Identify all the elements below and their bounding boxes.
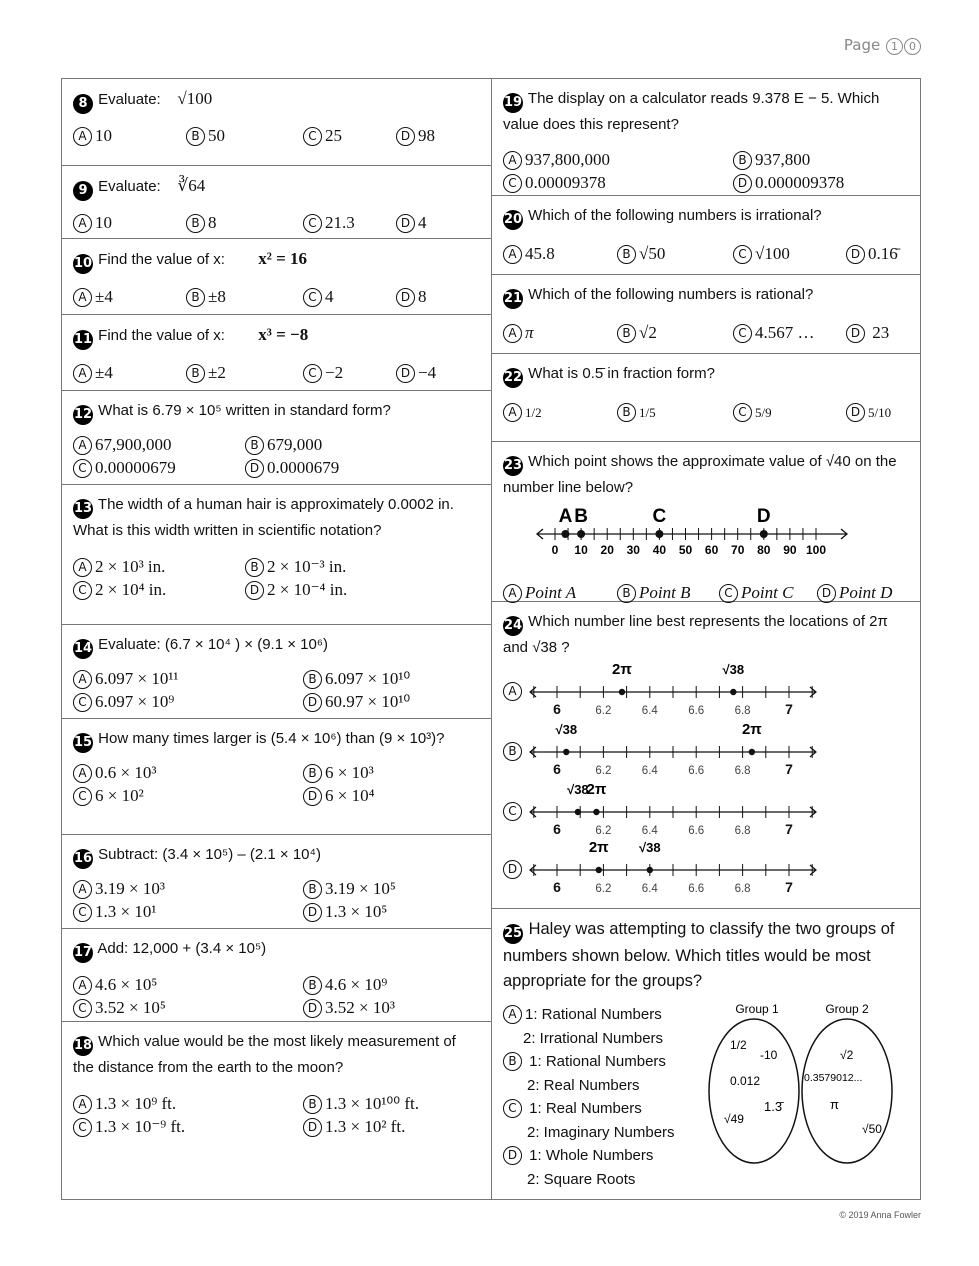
option-text: 25: [325, 126, 342, 145]
option-letter[interactable]: B: [503, 1052, 522, 1071]
group-1-ellipse: [709, 1019, 799, 1163]
question-prompt: The display on a calculator reads 9.378 E − 5. Which value does this represent?: [503, 90, 880, 133]
question-expression: √100: [177, 89, 213, 108]
question-20: [492, 196, 920, 275]
tick-label: 6.4: [641, 705, 658, 717]
option-letter[interactable]: D: [303, 903, 322, 922]
sqrt38-label: √38: [722, 662, 745, 677]
option-text: 2 × 10⁻³ in.: [267, 557, 347, 576]
option-text: Point B: [639, 583, 691, 602]
question-expression: x² = 16: [258, 249, 308, 268]
option-text: 6 × 10³: [325, 763, 374, 782]
point-dot: [561, 530, 569, 538]
tick-label: 6.2: [595, 765, 612, 777]
option-text: 1.3 × 10¹: [95, 902, 157, 921]
tick-label: 6: [553, 879, 561, 895]
option-text: −4: [418, 363, 437, 382]
question-number: 19: [503, 93, 523, 113]
question-18: [62, 1022, 491, 1200]
two-pi-dot: [749, 749, 755, 755]
sqrt38-label: √38: [567, 782, 589, 797]
point-label: D: [756, 508, 771, 527]
left-column: [62, 79, 492, 1199]
option-letter[interactable]: B: [617, 403, 636, 422]
option-letter[interactable]: D: [846, 245, 865, 264]
question-number: 18: [73, 1036, 93, 1056]
two-pi-label: 2π: [586, 781, 607, 798]
option-text: 10: [95, 213, 112, 232]
question-number: 8: [73, 94, 93, 114]
option-letter[interactable]: C: [719, 584, 738, 603]
option-letter[interactable]: C: [73, 787, 92, 806]
option-letter[interactable]: D: [503, 860, 522, 879]
question-13: [62, 485, 491, 625]
question-prompt: How many times larger is (5.4 × 10⁶) than (9 × 10³)?: [98, 730, 445, 747]
option-text: ±2: [208, 363, 226, 382]
question-22: [492, 354, 920, 442]
option-letter[interactable]: B: [617, 584, 636, 603]
option-letter[interactable]: C: [303, 127, 322, 146]
tick-label: 6.8: [734, 705, 751, 717]
option-text: 23: [872, 323, 890, 342]
option-letter[interactable]: C: [303, 364, 322, 383]
option-letter[interactable]: D: [503, 1146, 522, 1165]
option-text: 1.3 × 10⁹ ft.: [95, 1094, 177, 1113]
option-text: 937,800,000: [525, 150, 610, 169]
option-letter[interactable]: D: [245, 581, 264, 600]
two-pi-dot: [619, 689, 625, 695]
option-letter[interactable]: A: [503, 245, 522, 264]
tick-label: 7: [785, 761, 793, 777]
tick-label: 6.4: [641, 883, 658, 895]
tick-label: 6.6: [688, 705, 705, 717]
two-pi-label: 2π: [741, 721, 762, 738]
option-letter[interactable]: C: [503, 802, 522, 821]
option-letter[interactable]: C: [503, 174, 522, 193]
question-number: 23: [503, 456, 523, 476]
option-text: 1.3 × 10⁵: [325, 902, 388, 921]
option-letter[interactable]: A: [73, 288, 92, 307]
option-letter[interactable]: B: [186, 127, 205, 146]
number-line: [527, 838, 827, 896]
option-text: 2: Real Numbers: [527, 1076, 640, 1094]
option-letter[interactable]: C: [733, 403, 752, 422]
question-16: [62, 835, 491, 929]
option-text: 8: [418, 287, 427, 306]
option-text: 21.3: [325, 213, 355, 232]
option-text: √2: [639, 323, 657, 342]
option-text: 6.097 × 10⁹: [95, 692, 175, 711]
question-number: 16: [73, 849, 93, 869]
number-line-options: [492, 660, 920, 900]
option-letter[interactable]: B: [303, 764, 322, 783]
option-text: 1: Rational Numbers: [529, 1053, 666, 1070]
sqrt38-dot: [563, 749, 569, 755]
option-text: 6 × 10²: [95, 786, 144, 805]
option-letter[interactable]: B: [303, 1095, 322, 1114]
option-letter[interactable]: A: [503, 682, 522, 701]
option-text: 67,900,000: [95, 435, 172, 454]
question-24: [492, 602, 920, 909]
tick-label: 6: [553, 821, 561, 837]
option-letter[interactable]: C: [303, 214, 322, 233]
question-number: 20: [503, 210, 523, 230]
question-number: 21: [503, 289, 523, 309]
option-letter[interactable]: C: [733, 324, 752, 343]
option-letter[interactable]: D: [396, 288, 415, 307]
option-text: 3.52 × 10³: [325, 998, 395, 1017]
option-letter[interactable]: D: [817, 584, 836, 603]
option-letter[interactable]: C: [303, 288, 322, 307]
question-prompt: Subtract: (3.4 × 10⁵) – (2.1 × 10⁴): [98, 846, 321, 863]
question-25: [492, 909, 920, 1200]
number-line-option-c: [503, 780, 913, 838]
option-letter[interactable]: D: [303, 693, 322, 712]
option-letter[interactable]: B: [245, 558, 264, 577]
sqrt38-dot: [730, 689, 736, 695]
option-letter[interactable]: C: [73, 459, 92, 478]
group-2-item: 0.3579012...: [804, 1072, 863, 1084]
number-line: [527, 660, 827, 718]
option-text: 5/9: [755, 405, 772, 420]
option-text: 6.097 × 10¹⁰: [325, 669, 411, 688]
question-prompt: What is 6.79 × 10⁵ written in standard form?: [98, 402, 391, 419]
option-text: 1.3 × 10⁻⁹ ft.: [95, 1117, 186, 1136]
question-19: [492, 79, 920, 196]
option-letter[interactable]: C: [73, 1118, 92, 1137]
question-number: 15: [73, 733, 93, 753]
option-text: −2: [325, 363, 344, 382]
question-number: 10: [73, 254, 93, 274]
option-text: 1/5: [639, 405, 656, 420]
option-text: √100: [755, 244, 790, 263]
option-letter[interactable]: A: [73, 364, 92, 383]
tick-label: 6.2: [595, 825, 612, 837]
option-letter[interactable]: D: [396, 127, 415, 146]
option-letter[interactable]: D: [303, 787, 322, 806]
point-dot: [655, 530, 663, 538]
option-letter[interactable]: A: [503, 584, 522, 603]
question-prompt: Evaluate:: [98, 178, 161, 195]
question-prompt: Find the value of x:: [98, 251, 225, 268]
page-digit: 0: [904, 38, 921, 55]
group-1-item: 1.3̄: [764, 1099, 783, 1114]
option-letter[interactable]: A: [73, 558, 92, 577]
option-letter[interactable]: D: [245, 459, 264, 478]
option-text: 3.52 × 10⁵: [95, 998, 166, 1017]
option-letter[interactable]: D: [846, 403, 865, 422]
question-prompt: What is 0.5̄ in fraction form?: [528, 365, 715, 382]
option-text: ±8: [208, 287, 226, 306]
tick-label: 7: [785, 821, 793, 837]
option-letter[interactable]: B: [303, 976, 322, 995]
option-text: 0.00000679: [95, 458, 176, 477]
group-diagram: [702, 999, 912, 1179]
option-letter[interactable]: B: [186, 364, 205, 383]
question-21: [492, 275, 920, 354]
option-text: 60.97 × 10¹⁰: [325, 692, 411, 711]
option-text: 4.6 × 10⁹: [325, 975, 388, 994]
question-prompt: Which value would be the most likely measurement of the distance from the earth to the moon?: [73, 1033, 456, 1076]
two-pi-label: 2π: [588, 839, 609, 856]
option-letter[interactable]: A: [73, 764, 92, 783]
tick-label: 6.4: [641, 765, 658, 777]
option-text: 2: Imaginary Numbers: [527, 1123, 675, 1141]
option-text: ±4: [95, 287, 113, 306]
option-letter[interactable]: C: [73, 693, 92, 712]
question-11: [62, 315, 491, 391]
option-text: 3.19 × 10⁵: [325, 879, 396, 898]
sqrt38-dot: [575, 809, 581, 815]
option-letter[interactable]: B: [617, 324, 636, 343]
tick-label: 7: [785, 879, 793, 895]
question-expression: ∛64: [177, 176, 206, 195]
group-2-ellipse: [802, 1019, 892, 1163]
question-10: [62, 239, 491, 315]
tick-label: 6.6: [688, 765, 705, 777]
option-text: 10: [95, 126, 112, 145]
question-15: [62, 719, 491, 835]
option-text: 2: Irrational Numbers: [523, 1029, 664, 1047]
question-number: 17: [73, 943, 93, 963]
option-text: ±4: [95, 363, 113, 382]
option-letter[interactable]: A: [73, 976, 92, 995]
option-text: 679,000: [267, 435, 323, 454]
tick-label: 10: [574, 543, 588, 557]
option-text: 4.6 × 10⁵: [95, 975, 158, 994]
option-text: 3.19 × 10³: [95, 879, 165, 898]
option-text: 2 × 10³ in.: [95, 557, 166, 576]
option-text: 45.8: [525, 244, 555, 263]
option-text: 4: [325, 287, 334, 306]
option-text: 50: [208, 126, 225, 145]
two-pi-dot: [593, 809, 599, 815]
option-letter[interactable]: A: [503, 324, 522, 343]
option-letter[interactable]: A: [73, 214, 92, 233]
tick-label: 6.8: [734, 883, 751, 895]
option-text: 2: Square Roots: [527, 1170, 636, 1188]
point-label: A: [558, 508, 573, 527]
tick-label: 7: [785, 701, 793, 717]
tick-label: 6.8: [734, 825, 751, 837]
option-letter[interactable]: A: [503, 151, 522, 170]
option-text: 4: [418, 213, 427, 232]
option-text: 1: Whole Numbers: [529, 1147, 654, 1164]
question-prompt: Which number line best represents the locations of 2π and √38 ?: [503, 613, 888, 656]
option-letter[interactable]: B: [733, 151, 752, 170]
page-digit: 1: [886, 38, 903, 55]
question-number: 13: [73, 499, 93, 519]
group-1-item: 1/2: [730, 1038, 747, 1052]
option-letter[interactable]: D: [396, 364, 415, 383]
option-letter[interactable]: C: [503, 1099, 522, 1118]
question-prompt: The width of a human hair is approximately 0.0002 in. What is this width written in scientific notation?: [73, 496, 454, 539]
question-prompt: Evaluate: (6.7 × 10⁴ ) × (9.1 × 10⁶): [98, 636, 329, 653]
option-letter[interactable]: D: [303, 1118, 322, 1137]
question-17: [62, 929, 491, 1022]
page-number: [844, 36, 921, 55]
tick-label: 6.6: [688, 883, 705, 895]
group-1-item: 0.012: [730, 1074, 761, 1088]
option-text: Point D: [839, 583, 893, 602]
number-line: [527, 780, 827, 838]
group-2-item: √2: [840, 1048, 854, 1062]
option-letter[interactable]: A: [503, 1005, 522, 1024]
question-number: 11: [73, 330, 93, 350]
question-number: 12: [73, 405, 93, 425]
tick-label: 6.2: [595, 883, 612, 895]
option-letter[interactable]: A: [503, 403, 522, 422]
number-line-0-100: [503, 508, 909, 564]
option-text: π: [525, 323, 534, 342]
option-letter[interactable]: B: [303, 670, 322, 689]
tick-label: 6.4: [641, 825, 658, 837]
option-letter[interactable]: B: [503, 742, 522, 761]
question-23: [492, 442, 920, 602]
option-letter[interactable]: B: [186, 288, 205, 307]
tick-label: 20: [600, 543, 614, 557]
tick-label: 6.6: [688, 825, 705, 837]
option-text: 8: [208, 213, 217, 232]
option-letter[interactable]: C: [73, 581, 92, 600]
question-prompt: Haley was attempting to classify the two groups of numbers shown below. Which titles would be most appropriate for the groups?: [503, 920, 895, 990]
question-prompt: Evaluate:: [98, 91, 161, 108]
question-14: [62, 625, 491, 719]
question-number: 25: [503, 924, 523, 944]
group-1-item: -10: [760, 1048, 778, 1062]
number-line-option-d: [503, 838, 913, 896]
option-text: 4.567 …: [755, 323, 815, 342]
option-text: √50: [639, 244, 666, 263]
option-letter[interactable]: A: [73, 670, 92, 689]
worksheet: [61, 78, 921, 1200]
option-letter[interactable]: B: [617, 245, 636, 264]
question-number: 22: [503, 368, 523, 388]
option-letter[interactable]: C: [73, 999, 92, 1018]
question-number: 24: [503, 616, 523, 636]
option-text: 1.3 × 10¹⁰⁰ ft.: [325, 1094, 419, 1113]
question-12: [62, 391, 491, 485]
group-1-item: √49: [724, 1112, 744, 1126]
tick-label: 40: [652, 543, 667, 557]
option-letter[interactable]: A: [73, 880, 92, 899]
copyright: © 2019 Anna Fowler: [839, 1210, 921, 1220]
option-letter[interactable]: D: [396, 214, 415, 233]
option-letter[interactable]: C: [73, 903, 92, 922]
option-text: 0.000009378: [755, 173, 845, 192]
tick-label: 0: [551, 543, 559, 557]
right-column: [492, 79, 920, 1199]
tick-label: 50: [678, 543, 693, 557]
group-2-item: √50: [862, 1122, 882, 1136]
option-text: 1/2: [525, 405, 542, 420]
question-expression: x³ = −8: [258, 325, 309, 344]
tick-label: 6.2: [595, 705, 612, 717]
option-text: 1: Real Numbers: [529, 1100, 642, 1117]
option-letter[interactable]: C: [733, 245, 752, 264]
sqrt38-label: √38: [555, 722, 578, 737]
page-label: Page: [843, 36, 881, 54]
option-text: 0.6 × 10³: [95, 763, 157, 782]
option-letter[interactable]: A: [73, 127, 92, 146]
tick-label: 70: [731, 543, 745, 557]
answer-options: [503, 1003, 675, 1191]
group-2-title: Group 2: [825, 1002, 869, 1016]
option-letter[interactable]: B: [186, 214, 205, 233]
number-line: [527, 720, 827, 778]
tick-label: 90: [783, 543, 797, 557]
question-prompt: Add: 12,000 + (3.4 × 10⁵): [97, 940, 267, 957]
option-letter[interactable]: A: [73, 1095, 92, 1114]
number-line-option-a: [503, 660, 913, 718]
point-dot: [760, 530, 768, 538]
option-text: 5/10: [868, 405, 892, 420]
point-dot: [577, 530, 585, 538]
tick-label: 30: [626, 543, 640, 557]
option-text: 0.16̄: [868, 244, 898, 263]
option-text: 2 × 10⁻⁴ in.: [267, 580, 348, 599]
option-text: 6.097 × 10¹¹: [95, 669, 179, 688]
option-text: 6 × 10⁴: [325, 786, 375, 805]
group-2-item: π: [830, 1097, 839, 1112]
question-prompt: Which of the following numbers is irrational?: [528, 207, 822, 224]
option-letter[interactable]: B: [245, 436, 264, 455]
question-prompt: Find the value of x:: [98, 327, 225, 344]
option-text: 98: [418, 126, 435, 145]
option-letter[interactable]: D: [733, 174, 752, 193]
two-pi-dot: [596, 867, 602, 873]
tick-label: 60: [704, 543, 719, 557]
question-prompt: Which point shows the approximate value of √40 on the number line below?: [503, 453, 897, 496]
tick-label: 6.8: [734, 765, 751, 777]
option-text: Point C: [741, 583, 794, 602]
group-1-title: Group 1: [735, 1002, 779, 1016]
option-text: 1.3 × 10² ft.: [325, 1117, 406, 1136]
option-text: 0.00009378: [525, 173, 606, 192]
question-number: 9: [73, 181, 93, 201]
option-letter[interactable]: A: [73, 436, 92, 455]
tick-label: 100: [805, 543, 827, 557]
question-number: 14: [73, 639, 93, 659]
two-pi-label: 2π: [612, 661, 632, 678]
option-text: 0.0000679: [267, 458, 340, 477]
sqrt38-dot: [647, 867, 653, 873]
question-9: [62, 166, 491, 239]
option-text: 937,800: [755, 150, 811, 169]
tick-label: 6: [553, 761, 561, 777]
point-label: B: [574, 508, 588, 527]
number-line-option-b: [503, 720, 913, 778]
tick-label: 6: [553, 701, 561, 717]
sqrt38-label: √38: [638, 840, 661, 855]
option-letter[interactable]: B: [303, 880, 322, 899]
point-label: C: [652, 508, 667, 527]
tick-label: 80: [757, 543, 771, 557]
option-text: Point A: [525, 583, 577, 602]
question-prompt: Which of the following numbers is rational?: [528, 286, 814, 303]
option-text: 2 × 10⁴ in.: [95, 580, 167, 599]
option-text: 1: Rational Numbers: [525, 1006, 662, 1023]
question-8: [62, 79, 491, 166]
option-letter[interactable]: D: [846, 324, 865, 343]
option-letter[interactable]: D: [303, 999, 322, 1018]
